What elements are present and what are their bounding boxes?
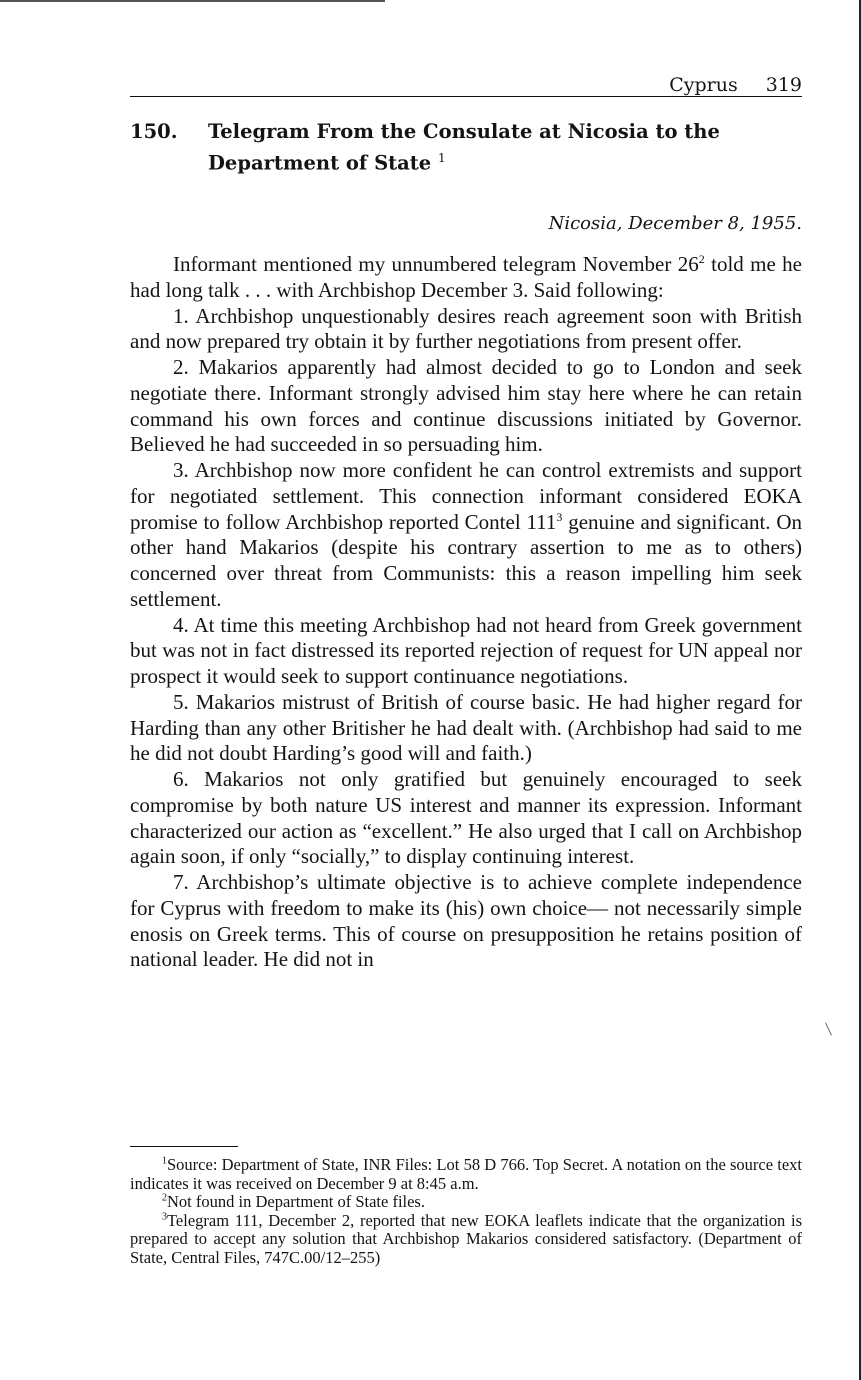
paragraph-1: 1. Archbishop unquestionably desires reach agreement soon with British and now prepared try obtain it by further negotiations from present offer.: [130, 303, 802, 354]
footnote-mark: 2: [162, 1192, 167, 1204]
paragraph-3: [130, 458, 802, 613]
page-number: 319: [765, 74, 802, 96]
running-head-section: Cyprus: [669, 74, 738, 96]
footnote-mark: 3: [162, 1211, 167, 1222]
paragraph-3-text-a: 3. Archbishop now more confident he can control extremists and support for negotiated settlement. This connection informant considered EOKA promise to follow Archbishop reported Contel 111: [130, 458, 802, 534]
paragraph-intro: [130, 252, 802, 304]
footnote-ref-3[interactable]: 3: [556, 509, 563, 524]
footnote-text: Telegram 111, December 2, reported that new EOKA leaflets indicate that the organization is prepared to accept any solution that Archbishop Makarios considered satisfactory. (Department of State, Central Files, 747C.00/12–255): [130, 1210, 802, 1267]
scan-edge-line: [0, 0, 385, 2]
scan-mark: [825, 1022, 832, 1035]
title-footnote-ref[interactable]: 1: [438, 151, 446, 165]
footnote-ref-2[interactable]: 2: [698, 252, 705, 266]
footnotes: [130, 1156, 802, 1267]
paragraph-4: 4. At time this meeting Archbishop had not heard from Greek government but was not in fact distressed its reported rejection of request for UN appeal nor prospect it would seek to support continuance negotiations.: [130, 612, 802, 688]
paragraph-5: 5. Makarios mistrust of British of course basic. He had higher regard for Harding than any other Britisher he had dealt with. (Archbishop had said to me he did not doubt Harding’s good will and faith.): [130, 689, 802, 766]
footnote-divider: [130, 1146, 238, 1147]
footnote: [130, 1156, 802, 1193]
paragraph-6: 6. Makarios not only gratified but genuinely encouraged to seek compromise by both nature US interest and manner its expression. Informant characterized our action as “excellent.” He also urged that I call on Archbishop again soon, if only “socially,” to display continuing interest.: [130, 767, 802, 869]
footnote: [130, 1193, 802, 1212]
paragraph-3-text-b: genuine and significant. On other hand Makarios (despite his contrary assertion to me as to others) concerned over threat from Communists: this a reason impelling him seek settlement.: [130, 509, 803, 611]
running-head: [130, 74, 802, 97]
paragraph-7: 7. Archbishop’s ultimate objective is to achieve complete independence for Cyprus with freedom to make its (his) own choice— not necessarily simple enosis on Greek terms. This of course on presupposition he retains position of national leader. He did not in: [130, 870, 802, 972]
document-title: [208, 118, 768, 177]
intro-text-a: Informant mentioned my unnumbered telegram November 26: [173, 252, 699, 276]
paragraph-2: 2. Makarios apparently had almost decided to go to London and seek negotiate there. Informant strongly advised him stay here where he can retain command his own forces and continue discussions initiated by Governor. Believed he had succeeded in so persuading him.: [130, 355, 802, 457]
footnote: [130, 1212, 802, 1268]
dateline: Nicosia, December 8, 1955.: [548, 213, 802, 234]
footnote-text: Source: Department of State, INR Files: Lot 58 D 766. Top Secret. A notation on the source text indicates it was received on December 9 at 8:45 a.m.: [130, 1155, 802, 1193]
intro-text-b: told me he had long talk . . . with Archbishop December 3. Said following:: [130, 252, 802, 302]
footnote-mark: 1: [162, 1155, 167, 1167]
document-number: 150.: [130, 120, 178, 143]
telegram-body: [130, 252, 802, 973]
footnote-text: Not found in Department of State files.: [167, 1192, 425, 1211]
document-title-text: Telegram From the Consulate at Nicosia to the Department of State: [208, 120, 720, 175]
